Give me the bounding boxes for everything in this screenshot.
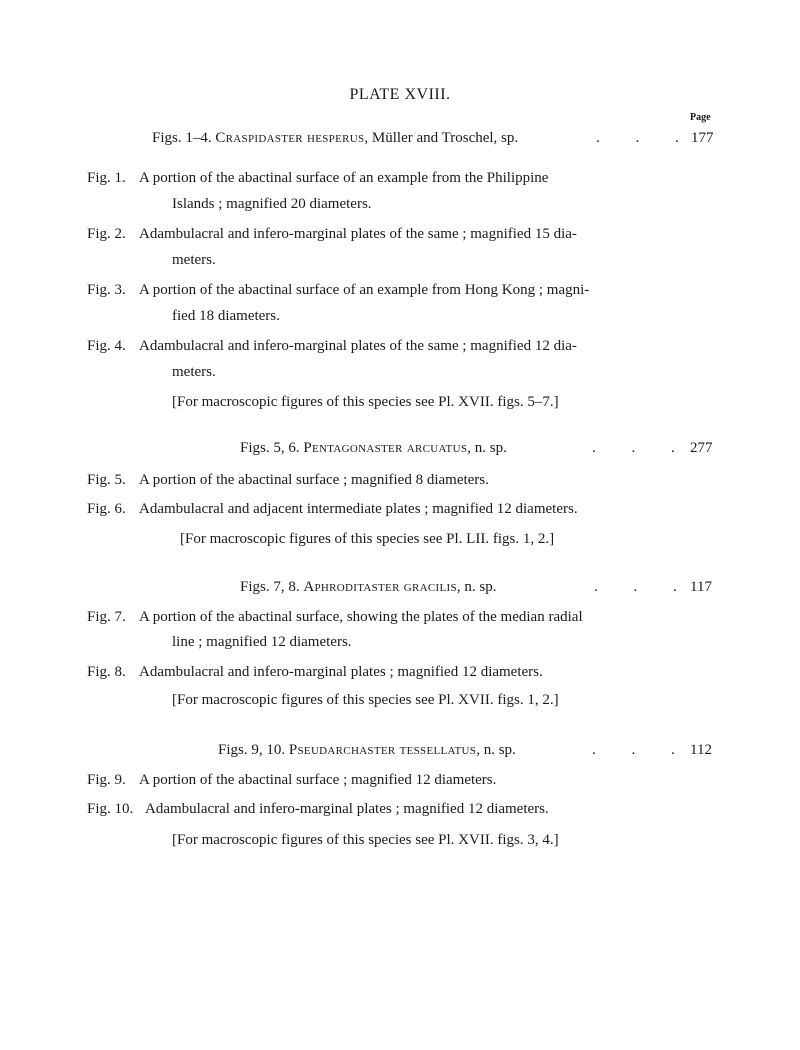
figure-caption: A portion of the abactinal surface ; magnified 8 diameters. (139, 472, 489, 488)
figure-caption: A portion of the abactinal surface, showing the plates of the median radial (139, 609, 583, 625)
figure-caption: Adambulacral and infero-marginal plates of the same ; magnified 15 dia- (139, 226, 577, 242)
figure-caption: Adambulacral and infero-marginal plates ; magnified 12 diameters. (145, 801, 549, 817)
section-heading (152, 130, 518, 147)
heading-figs: Figs. 1–4. (152, 130, 212, 146)
heading-figs: Figs. 5, 6. (240, 440, 300, 456)
page-number: 112 (690, 742, 712, 758)
page-column-label: Page (690, 112, 711, 123)
species-authority: , n. sp. (467, 440, 507, 456)
species-name: Aphroditaster gracilis (303, 579, 457, 595)
leader-dots: . . . (592, 440, 691, 456)
page-number: 277 (690, 440, 713, 456)
figure-caption: A portion of the abactinal surface of an example from Hong Kong ; magni- (139, 282, 590, 298)
heading-figs: Figs. 9, 10. (218, 742, 286, 758)
leader-dots: . . . (596, 130, 695, 146)
figure-number: Fig. 4. (87, 338, 126, 354)
figure-number: Fig. 5. (87, 472, 126, 488)
page-number: 177 (691, 130, 714, 146)
figure-number: Fig. 7. (87, 609, 126, 625)
heading-figs: Figs. 7, 8. (240, 579, 300, 595)
figure-number: Fig. 6. (87, 501, 126, 517)
section-heading (218, 742, 516, 759)
macroscopic-note: [For macroscopic figures of this species see Pl. XVII. figs. 5–7.] (172, 394, 559, 410)
figure-caption-continued: Islands ; magnified 20 diameters. (172, 196, 372, 212)
figure-caption: Adambulacral and adjacent intermediate plates ; magnified 12 diameters. (139, 501, 578, 517)
species-name: Pentagonaster arcuatus (303, 440, 468, 456)
leader-dots: . . . (592, 742, 691, 758)
species-name: Craspidaster hesperus (215, 130, 365, 146)
figure-number: Fig. 2. (87, 226, 126, 242)
figure-caption-continued: meters. (172, 252, 216, 268)
figure-caption: A portion of the abactinal surface of an example from the Philippine (139, 170, 549, 186)
macroscopic-note: [For macroscopic figures of this species see Pl. LII. figs. 1, 2.] (180, 531, 555, 547)
figure-number: Fig. 10. (87, 801, 134, 817)
figure-number: Fig. 1. (87, 170, 126, 186)
page-number: 117 (690, 579, 712, 595)
figure-number: Fig. 8. (87, 664, 126, 680)
species-authority: , n. sp. (456, 579, 497, 595)
figure-caption-continued: fied 18 diameters. (172, 308, 280, 324)
figure-caption-continued: line ; magnified 12 diameters. (172, 634, 352, 650)
plate-title: PLATE XVIII. (349, 86, 451, 103)
figure-caption: Adambulacral and infero-marginal plates of the same ; magnified 12 dia- (139, 338, 577, 354)
leader-dots: . . . (594, 579, 693, 595)
species-name: Pseudarchaster tessellatus (288, 742, 477, 758)
figure-caption-continued: meters. (172, 364, 216, 380)
species-authority: , Müller and Troschel, sp. (364, 130, 519, 146)
figure-number: Fig. 3. (87, 282, 126, 298)
macroscopic-note: [For macroscopic figures of this species see Pl. XVII. figs. 3, 4.] (172, 832, 559, 848)
macroscopic-note: [For macroscopic figures of this species see Pl. XVII. figs. 1, 2.] (172, 692, 559, 708)
species-authority: , n. sp. (476, 742, 516, 758)
section-heading (240, 440, 507, 457)
figure-caption: A portion of the abactinal surface ; magnified 12 diameters. (139, 772, 497, 788)
section-heading (240, 579, 497, 596)
figure-caption: Adambulacral and infero-marginal plates ; magnified 12 diameters. (139, 664, 543, 680)
figure-number: Fig. 9. (87, 772, 126, 788)
